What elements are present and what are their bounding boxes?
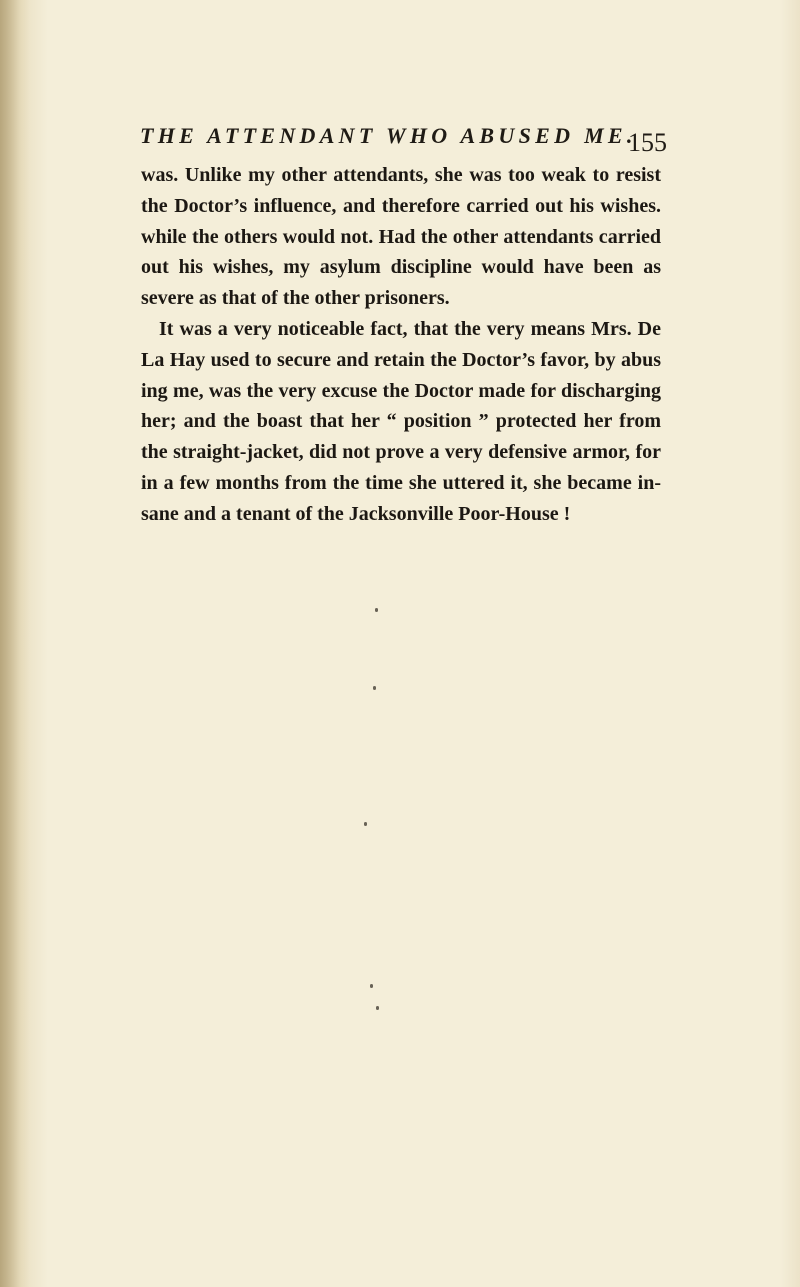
speck	[364, 822, 367, 826]
text-line: severe as that of the other prisoners.	[141, 287, 450, 310]
running-head	[140, 117, 667, 157]
text-line: in a few months from the time she uttered it, she became in-	[141, 471, 661, 494]
spine-shadow	[0, 0, 30, 1287]
speck	[376, 1006, 379, 1010]
text-line: the straight-jacket, did not prove a very defensive armor, for	[141, 441, 661, 464]
text-line: ing me, was the very excuse the Doctor made for discharging	[141, 379, 661, 402]
text-line: sane and a tenant of the Jacksonville Poor-House !	[141, 502, 571, 525]
running-title: THE ATTENDANT WHO ABUSED ME.	[140, 123, 637, 148]
text-line: while the others would not. Had the other attendants carried	[141, 225, 661, 248]
text-line: out his wishes, my asylum discipline would have been as	[141, 256, 661, 279]
body-text	[141, 160, 661, 530]
page-number: 155	[628, 128, 667, 157]
speck	[370, 984, 373, 988]
speck	[375, 608, 378, 612]
speck	[373, 686, 376, 690]
text-line: the Doctor’s influence, and therefore carried out his wishes.	[141, 194, 661, 217]
text-line: was. Unlike my other attendants, she was too weak to resist	[141, 164, 661, 186]
text-line: her; and the boast that her “ position ” protected her from	[141, 410, 661, 433]
text-line: It was a very noticeable fact, that the very means Mrs. De	[159, 317, 661, 340]
text-line: La Hay used to secure and retain the Doctor’s favor, by abus	[141, 348, 661, 371]
